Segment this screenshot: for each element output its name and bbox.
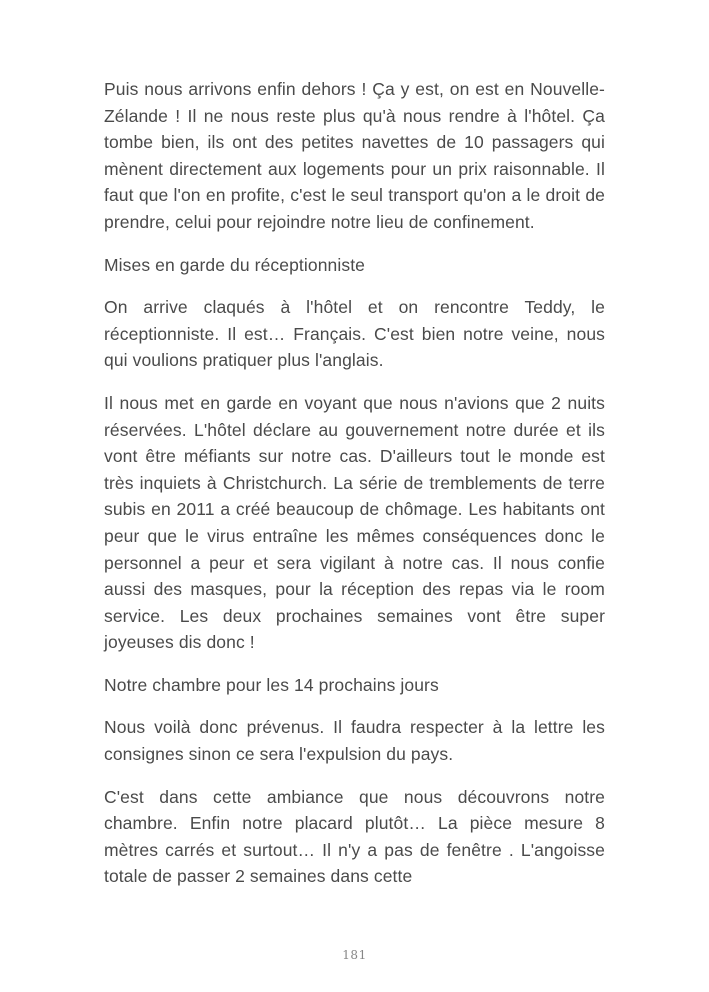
section-heading-notre-chambre: Notre chambre pour les 14 prochains jours (104, 674, 439, 695)
paragraph-arrival: Puis nous arrivons enfin dehors ! Ça y est, on est en Nouvelle-Zélande ! Il ne nous reste plus qu'à nous rendre à l'hôtel. Ça tombe bien, ils ont des petites navettes de 10 passagers qui mènent directement aux logements pour un prix raisonnable. Il faut que l'on en profite, c'est le seul transport qu'on a le droit de prendre, celui pour rejoindre notre lieu de confinement. (104, 79, 605, 232)
paragraph-prevenus: Nous voilà donc prévenus. Il faudra respecter à la lettre les consignes sinon ce sera l'expulsion du pays. (104, 717, 605, 765)
text-content (104, 76, 605, 906)
paragraph-teddy: On arrive claqués à l'hôtel et on rencontre Teddy, le réceptionniste. Il est… Français. C'est bien notre veine, nous qui voulions pratiquer plus l'anglais. (104, 297, 605, 371)
page-number: 181 (342, 948, 367, 962)
section-heading-mises-en-garde: Mises en garde du réceptionniste (104, 254, 365, 275)
page-footer (0, 946, 709, 964)
paragraph-decouverte-chambre: C'est dans cette ambiance que nous découvrons notre chambre. Enfin notre placard plutôt… La pièce mesure 8 mètres carrés et surtout… Il n'y a pas de fenêtre . L'angoisse totale de passer 2 semaines dans cette (104, 786, 605, 887)
paragraph-mise-en-garde-details: Il nous met en garde en voyant que nous n'avions que 2 nuits réservées. L'hôtel déclare au gouvernement notre durée et ils vont être méfiants sur notre cas. D'ailleurs tout le monde est très inquiets à Christchurch. La série de tremblements de terre subis en 2011 a créé beaucoup de chômage. Les habitants ont peur que le virus entraîne les mêmes conséquences donc le personnel a peur et sera vigilant à notre cas. Il nous confie aussi des masques, pour la réception des repas via le room service. Les deux prochaines semaines vont être super joyeuses dis donc ! (104, 392, 605, 653)
